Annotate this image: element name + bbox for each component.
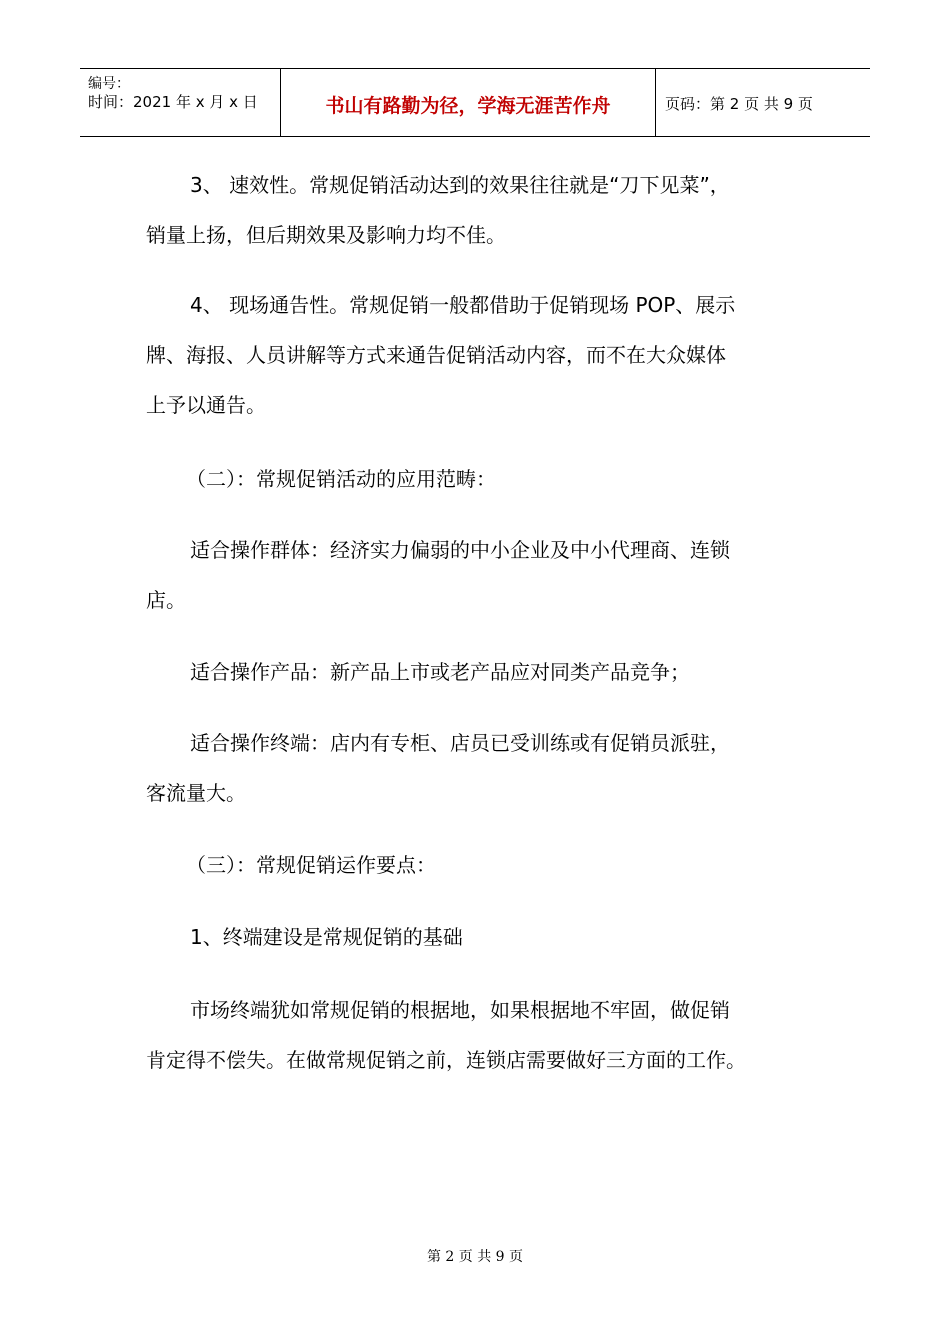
paragraph-terminal-base bbox=[146, 985, 806, 1085]
paragraph-line: 销量上扬，但后期效果及影响力均不佳。 bbox=[146, 223, 506, 247]
page-header bbox=[80, 68, 870, 137]
paragraph-line: 适合操作产品：新产品上市或老产品应对同类产品竞争； bbox=[190, 660, 690, 684]
paragraph-line: 适合操作群体：经济实力偏弱的中小企业及中小代理商、连锁 bbox=[190, 538, 730, 562]
header-page-cell bbox=[655, 69, 870, 136]
section-heading-scope bbox=[146, 454, 806, 504]
paragraph-speed-effect bbox=[146, 160, 806, 260]
heading-line: 1、终端建设是常规促销的基础 bbox=[190, 925, 463, 949]
paragraph-line: 店。 bbox=[146, 588, 186, 612]
heading-line: （二）：常规促销活动的应用范畴： bbox=[186, 467, 496, 491]
paragraph-line: 上予以通告。 bbox=[146, 393, 266, 417]
section-heading-key-points bbox=[146, 840, 806, 890]
paragraph-line: 适合操作终端：店内有专柜、店员已受训练或有促销员派驻， bbox=[190, 731, 730, 755]
header-meta-cell bbox=[80, 69, 280, 136]
paragraph-target-products bbox=[146, 647, 806, 697]
paragraph-line: 牌、海报、人员讲解等方式来通告促销活动内容，而不在大众媒体 bbox=[146, 343, 726, 367]
header-motto-cell bbox=[280, 69, 656, 136]
heading-line: （三）：常规促销运作要点： bbox=[186, 853, 436, 877]
document-date-label: 时间：2021 年 x 月 x 日 bbox=[88, 93, 258, 111]
paragraph-line: 市场终端犹如常规促销的根据地，如果根据地不牢固，做促销 bbox=[190, 998, 730, 1022]
paragraph-line: 3、 速效性。常规促销活动达到的效果往往就是“刀下见菜”， bbox=[190, 173, 730, 197]
paragraph-target-group bbox=[146, 525, 806, 625]
header-page-info: 页码：第 2 页 共 9 页 bbox=[665, 95, 813, 113]
paragraph-target-terminals bbox=[146, 718, 806, 818]
paragraph-line: 4、 现场通告性。常规促销一般都借助于促销现场 POP、展示 bbox=[190, 293, 736, 317]
header-motto: 书山有路勤为径，学海无涯苦作舟 bbox=[325, 95, 611, 117]
subheading-terminal-building bbox=[146, 912, 806, 962]
paragraph-line: 客流量大。 bbox=[146, 781, 246, 805]
paragraph-onsite-notice bbox=[146, 280, 806, 430]
paragraph-line: 肯定得不偿失。在做常规促销之前，连锁店需要做好三方面的工作。 bbox=[146, 1048, 746, 1072]
page-footer: 第 2 页 共 9 页 bbox=[426, 1249, 524, 1265]
document-number-label: 编号： bbox=[88, 76, 130, 92]
